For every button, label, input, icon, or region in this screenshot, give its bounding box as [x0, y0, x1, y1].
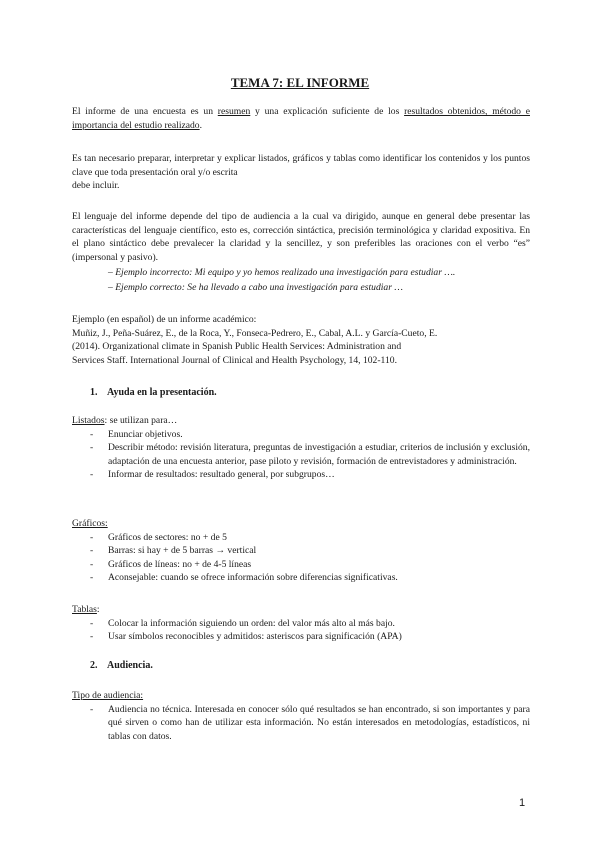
list-item: - Describir método: revisión literatura, preguntas de investigación a estudiar, criterios de inclusión y exclusión, adaptación de una encuesta anterior, pase piloto y revisión, formación de entrevistadores y administración.	[72, 441, 530, 468]
tablas-label: Tablas	[72, 604, 97, 615]
document-title: TEMA 7: EL INFORME	[230, 75, 370, 90]
list-item: - Usar símbolos reconocibles y admitidos: asteriscos para significación (APA)	[72, 630, 530, 644]
section-2-heading: 2. Audiencia.	[90, 660, 153, 671]
audiencia-list	[72, 703, 530, 744]
list-item: - Barras: si hay + de 5 barras → vertical	[72, 544, 530, 558]
listados-list	[72, 428, 530, 482]
tipo-audiencia-label: Tipo de audiencia:	[72, 690, 144, 701]
reference-line: (2014). Organizational climate in Spanish Public Health Services: Administration and	[72, 341, 402, 352]
section-1-heading: 1. Ayuda en la presentación.	[90, 387, 217, 398]
reference-line: Services Staff. International Journal of Clinical and Health Psychology, 14, 102-110.	[72, 354, 397, 366]
intro-paragraph-2: Es tan necesario preparar, interpretar y explicar listados, gráficos y tablas como identificar los contenidos y los puntos clave que toda presentación oral y/o escrita debe incluir.	[72, 153, 530, 191]
intro-paragraph-3: El lenguaje del informe depende del tipo de audiencia a la cual va dirigido, aunque en general debe presentar las características del lenguaje científico, esto es, corrección sintáctica, precisión terminológica y claridad expositiva. En el plano sintáctico debe prevalecer la claridad y la sencillez, y son preferibles las oraciones con el verbo “es” (impersonal y pasivo).	[72, 211, 530, 263]
listados-block: Listados: se utilizan para… - Enunciar objetivos. - Describir método: revisión literatura, preguntas de investigación a estudiar, criterios de inclusión y exclusión, adaptación de una encuesta anterior, pase piloto y revisión, formación de entrevistadores y administración. - Informar de resultados: resultado general, por subgrupos…	[72, 414, 530, 482]
list-item: - Audiencia no técnica. Interesada en conocer sólo qué resultados se han encontrado, si son importantes y para qué sirven o como han de utilizar esta información. No están interesados en metodologías, estadísticos, ni tablas con datos.	[72, 703, 530, 744]
graficos-list	[72, 531, 530, 585]
list-item: - Gráficos de sectores: no + de 5	[72, 531, 530, 545]
intro-paragraph-1: El informe de una encuesta es un resumen y una explicación suficiente de los resultados obtenidos, método e importancia del estudio realizado.	[72, 106, 530, 131]
list-item: - Informar de resultados: resultado general, por subgrupos…	[72, 468, 530, 482]
audiencia-block	[72, 689, 530, 743]
tablas-list	[72, 617, 530, 644]
example-incorrect: – Ejemplo incorrecto: Mi equipo y yo hemos realizado una investigación para estudiar ….	[108, 267, 456, 278]
list-item: - Gráficos de líneas: no + de 4-5 líneas	[72, 558, 530, 572]
reference-label: Ejemplo (en español) de un informe académico:	[72, 314, 257, 325]
reference-line: Muñiz, J., Peña-Suárez, E., de la Roca, Y., Fonseca-Pedrero, E., Cabal, A.L. y García-Cueto, E.	[72, 327, 438, 339]
listados-label: Listados	[72, 415, 105, 426]
list-item: - Aconsejable: cuando se ofrece información sobre diferencias significativas.	[72, 571, 530, 585]
tablas-block: Tablas: - Colocar la información siguiendo un orden: del valor más alto al más bajo. - Usar símbolos reconocibles y admitidos: asteriscos para significación (APA)	[72, 603, 530, 644]
example-correct: – Ejemplo correcto: Se ha llevado a cabo una investigación para estudiar …	[108, 282, 403, 293]
graficos-block	[72, 517, 530, 585]
list-item: - Enunciar objetivos.	[72, 428, 530, 442]
reference-block	[72, 313, 530, 367]
graficos-label: Gráficos:	[72, 518, 108, 529]
list-item: - Colocar la información siguiendo un orden: del valor más alto al más bajo.	[72, 617, 530, 631]
page-number: 1	[519, 797, 526, 809]
